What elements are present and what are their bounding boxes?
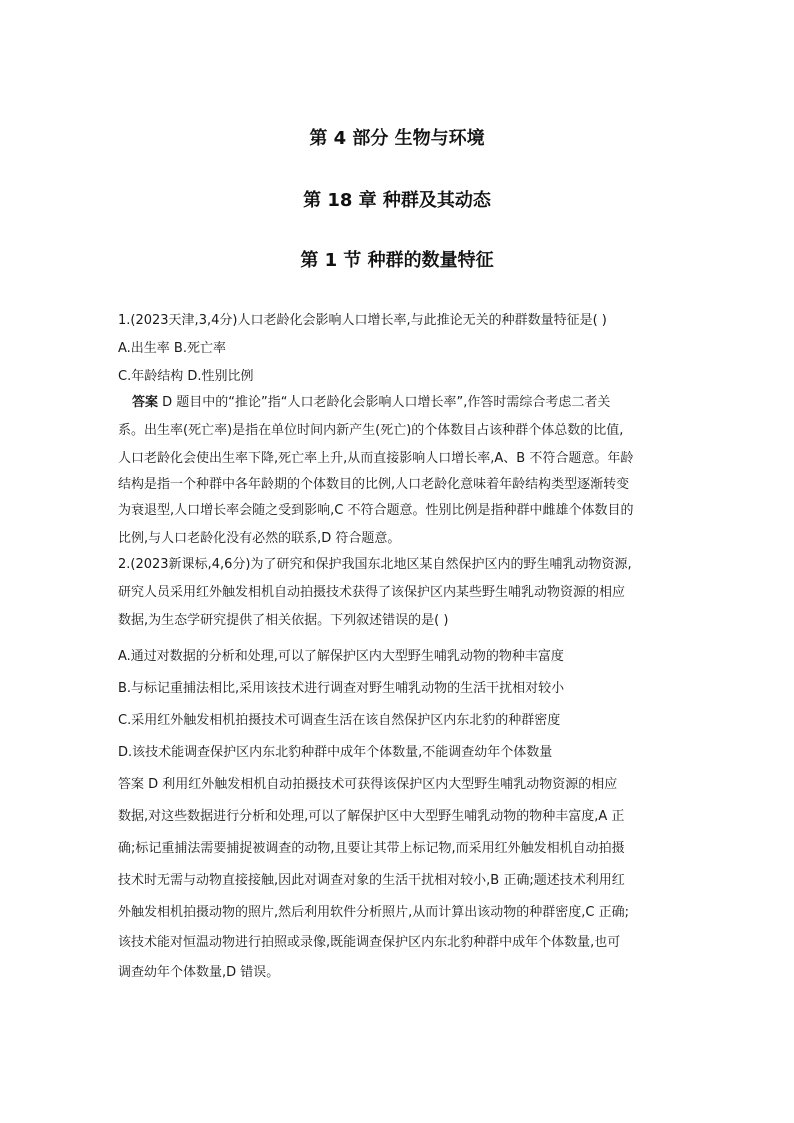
q2-answer-line-1 xyxy=(118,776,617,794)
q1-answer-line-5: 为衰退型,人口增长率会随之受到影响,C 不符合题意。性别比例是指种群中雌雄个体数目的 xyxy=(118,503,634,518)
q2-answer-line-7: 调查幼年个体数量,D 错误。 xyxy=(118,965,280,980)
q2-answer-text-1: D 利用红外触发相机自动拍摄技术可获得该保护区内大型野生哺乳动物资源的相应 xyxy=(144,777,618,792)
q1-answer-text-1: D 题目中的“推论”指“人口老龄化会影响人口增长率”,作答时需综合考虑二者关 xyxy=(158,395,611,410)
q2-answer-label: 答案 xyxy=(118,777,145,792)
q2-option-d: D.该技术能调查保护区内东北豹种群中成年个体数量,不能调查幼年个体数量 xyxy=(118,745,553,760)
q1-answer-line-1 xyxy=(132,394,610,412)
q2-answer-line-5: 外触发相机拍摄动物的照片,然后利用软件分析照片,从而计算出该动物的种群密度,C 正确; xyxy=(118,905,629,920)
section-heading: 第 1 节 种群的数量特征 xyxy=(300,250,494,271)
chapter-heading: 第 18 章 种群及其动态 xyxy=(303,190,491,211)
q2-stem-line-1: 2.(2023新课标,4,6分)为了研究和保护我国东北地区某自然保护区内的野生哺乳动物资源, xyxy=(118,557,632,572)
q2-option-a: A.通过对数据的分析和处理,可以了解保护区内大型野生哺乳动物的物种丰富度 xyxy=(118,649,564,664)
q1-answer-line-3: 人口老龄化会使出生率下降,死亡率上升,从而直接影响人口增长率,A、B 不符合题意。年龄 xyxy=(118,451,634,466)
q1-stem: 1.(2023天津,3,4分)人口老龄化会影响人口增长率,与此推论无关的种群数量特征是( ) xyxy=(118,313,607,328)
q2-option-c: C.采用红外触发相机拍摄技术可调查生活在该自然保护区内东北豹的种群密度 xyxy=(118,713,561,728)
q1-answer-line-2: 系。出生率(死亡率)是指在单位时间内新产生(死亡)的个体数目占该种群个体总数的比值, xyxy=(118,423,624,438)
q2-option-b: B.与标记重捕法相比,采用该技术进行调查对野生哺乳动物的生活干扰相对较小 xyxy=(118,681,565,696)
q2-stem-line-2: 研究人员采用红外触发相机自动拍摄技术获得了该保护区内某些野生哺乳动物资源的相应 xyxy=(118,585,626,600)
q2-answer-line-2: 数据,对这些数据进行分析和处理,可以了解保护区中大型野生哺乳动物的物种丰富度,A 正 xyxy=(118,809,625,824)
q1-answer-line-4: 结构是指一个种群中各年龄期的个体数目的比例,人口老龄化意味着年龄结构类型逐渐转变 xyxy=(118,477,630,492)
q2-answer-line-6: 该技术能对恒温动物进行拍照或录像,既能调查保护区内东北豹种群中成年个体数量,也可 xyxy=(118,935,621,950)
q1-answer-label: 答案 xyxy=(132,395,159,410)
q1-options-row-1: A.出生率 B.死亡率 xyxy=(118,341,226,356)
q2-stem-line-3: 数据,为生态学研究提供了相关依据。下列叙述错误的是( ) xyxy=(118,613,449,628)
q1-answer-line-6: 比例,与人口老龄化没有必然的联系,D 符合题意。 xyxy=(118,531,401,546)
q1-options-row-2: C.年龄结构 D.性别比例 xyxy=(118,369,254,384)
q2-answer-line-3: 确;标记重捕法需要捕捉被调查的动物,且要让其带上标记物,而采用红外触发相机自动拍摄 xyxy=(118,841,625,856)
q2-answer-line-4: 技术时无需与动物直接接触,因此对调查对象的生活干扰相对较小,B 正确;题述技术利用红 xyxy=(118,873,625,888)
part-heading: 第 4 部分 生物与环境 xyxy=(309,128,485,149)
